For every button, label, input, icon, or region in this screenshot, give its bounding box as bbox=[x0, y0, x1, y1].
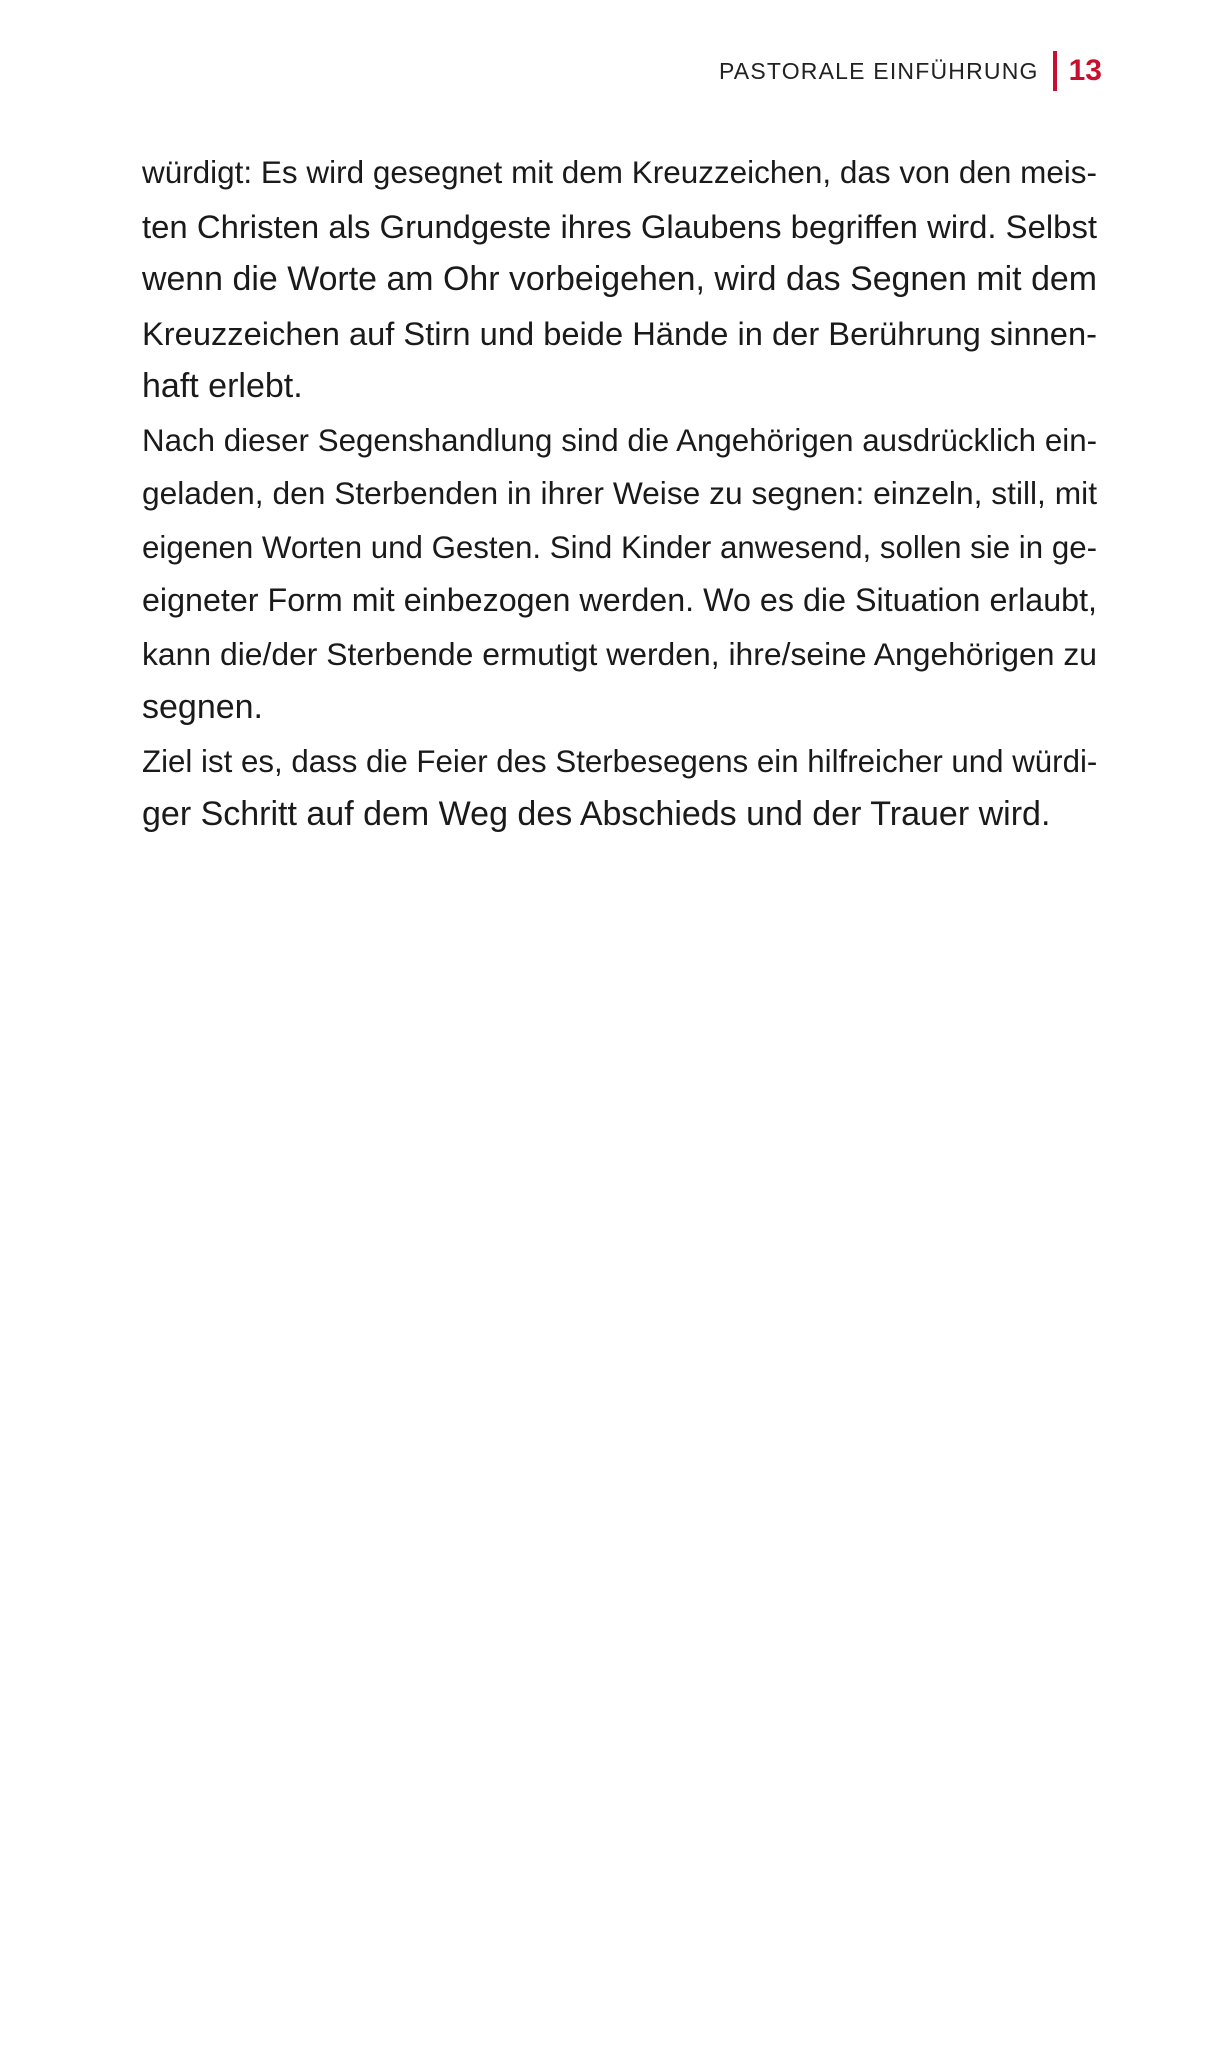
text-line: Nach dieser Segenshandlung sind die Angehörigen ausdrücklich ein- bbox=[142, 422, 1097, 458]
text-line: segnen. bbox=[142, 688, 263, 726]
text-line: kann die/der Sterbende ermutigt werden, ihre/seine Angehörigen zu bbox=[142, 635, 1097, 672]
text-line: eigneter Form mit einbezogen werden. Wo es die Situation erlaubt, bbox=[142, 582, 1097, 618]
paragraph-1 bbox=[142, 146, 1097, 414]
text-line: haft erlebt. bbox=[142, 367, 303, 405]
text-line: geladen, den Sterbenden in ihrer Weise zu segnen: einzeln, still, mit bbox=[142, 475, 1097, 511]
text-line: eigenen Worten und Gesten. Sind Kinder anwesend, sollen sie in ge- bbox=[142, 529, 1097, 565]
paragraph-2 bbox=[142, 414, 1097, 735]
page-number: 13 bbox=[1068, 54, 1102, 87]
body-text bbox=[142, 146, 1097, 842]
paragraph-3 bbox=[142, 735, 1097, 842]
text-line: Kreuzzeichen auf Stirn und beide Hände in der Berührung sinnen- bbox=[142, 314, 1097, 352]
text-line: wenn die Worte am Ohr vorbeigehen, wird das Segnen mit dem bbox=[142, 260, 1097, 298]
text-line: Ziel ist es, dass die Feier des Sterbesegens ein hilfreicher und würdi- bbox=[142, 743, 1098, 779]
text-line: würdigt: Es wird gesegnet mit dem Kreuzzeichen, das von den meis- bbox=[142, 155, 1097, 190]
text-line: ger Schritt auf dem Weg des Abschieds und der Trauer wird. bbox=[142, 795, 1051, 833]
header-divider bbox=[1053, 51, 1057, 91]
section-title: PASTORALE EINFÜHRUNG bbox=[718, 57, 1039, 84]
text-line: ten Christen als Grundgeste ihres Glaubens begriffen wird. Selbst bbox=[142, 207, 1097, 245]
running-header bbox=[719, 50, 1102, 92]
